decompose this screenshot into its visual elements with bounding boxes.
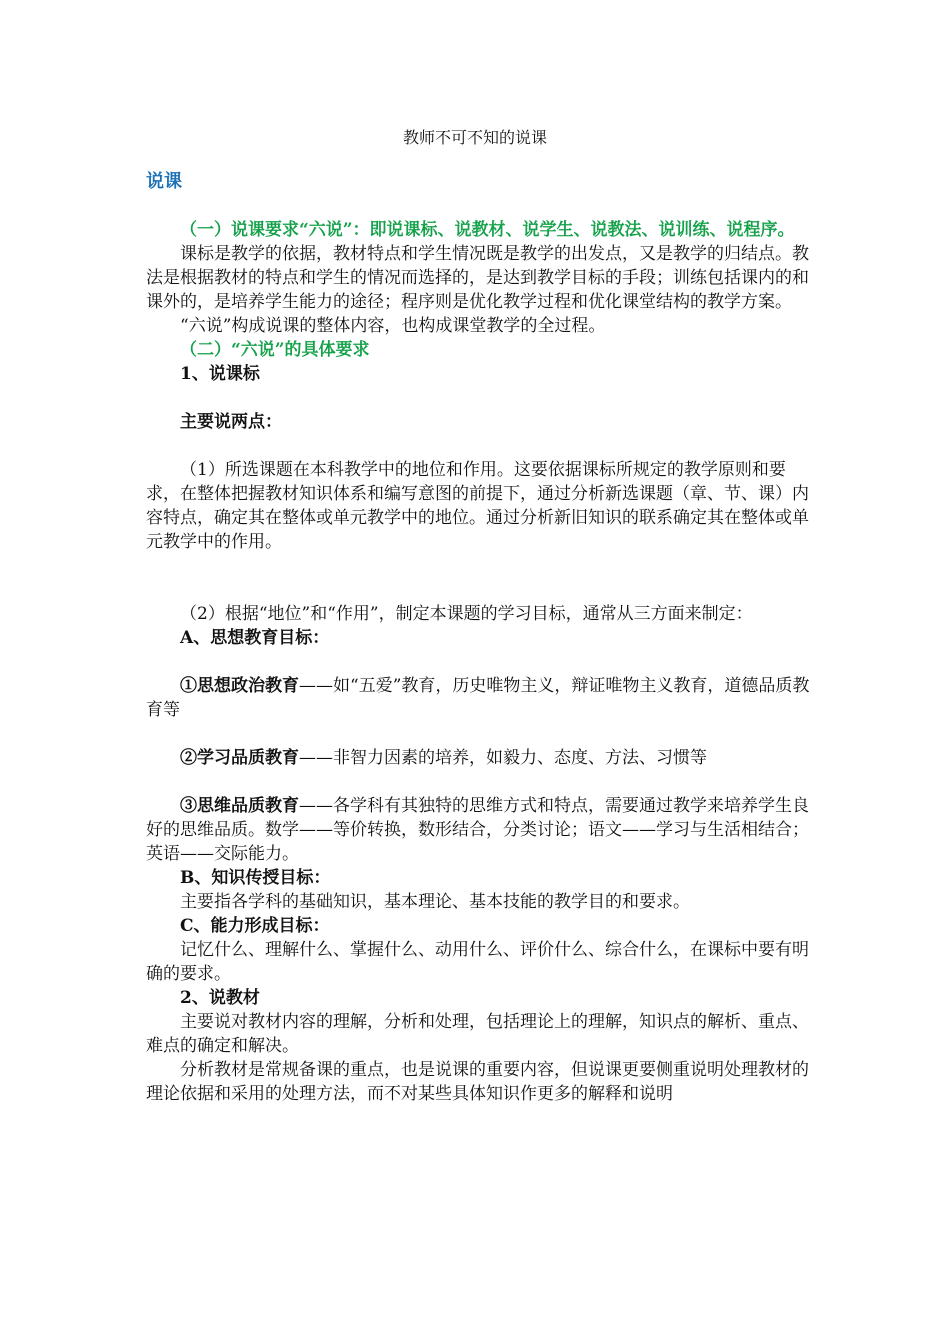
edu2-paragraph: [146, 746, 810, 770]
document-body: [146, 170, 810, 1106]
goal-a-heading: A、思想教育目标：: [180, 628, 330, 648]
goal-c-paragraph: 记忆什么、理解什么、掌握什么、动用什么、评价什么、综合什么，在课标中要有明确的要求。: [146, 940, 809, 984]
spacer: [146, 554, 810, 602]
spacer: [146, 650, 810, 674]
spacer: [146, 386, 810, 410]
point2-paragraph: （2）根据“地位”和“作用”，制定本课题的学习目标，通常从三方面来制定：: [180, 604, 753, 624]
document-title: 教师不可不知的说课: [402, 128, 547, 147]
goal-b-heading: B、知识传授目标：: [180, 868, 331, 888]
point1-paragraph: （1）所选课题在本科教学中的地位和作用。这要依据课标所规定的教学原则和要求，在整体把握教材知识体系和编写意图的前提下，通过分析新选课题（章、节、课）内容特点，确定其在整体或单元教学中的地位。通过分析新旧知识的联系确定其在整体或单元教学中的作用。: [146, 460, 809, 552]
edu3-label: ③思维品质教育: [180, 796, 299, 816]
item2-paragraph-1: 主要说对教材内容的理解，分析和处理，包括理论上的理解，知识点的解析、重点、难点的确定和解决。: [146, 1012, 809, 1056]
item1-heading: 1、说课标: [180, 364, 260, 384]
spacer: [146, 770, 810, 794]
requirements-heading: （一）说课要求“六说”：即说课标、说教材、说学生、说教法、说训练、说程序。: [180, 220, 795, 240]
item2-paragraph-2: 分析教材是常规备课的重点，也是说课的重要内容，但说课更要侧重说明处理教材的理论依据和采用的处理方法，而不对某些具体知识作更多的解释和说明: [146, 1060, 809, 1104]
edu3-text: ——各学科有其独特的思维方式和特点，需要通过教学来培养学生良好的思维品质。数学——等价转换，数形结合，分类讨论；语文——学习与生活相结合；英语——交际能力。: [146, 796, 809, 864]
two-points-heading: 主要说两点：: [180, 412, 282, 432]
goal-b-paragraph: 主要指各学科的基础知识，基本理论、基本技能的教学目的和要求。: [180, 892, 690, 912]
spacer: [146, 194, 810, 218]
edu3-paragraph: [146, 794, 810, 866]
edu1-label: ①思想政治教育: [180, 676, 299, 696]
goal-c-heading: C、能力形成目标：: [180, 916, 330, 936]
edu1-text: ——如“五爱”教育，历史唯物主义，辩证唯物主义教育，道德品质教育等: [146, 676, 810, 720]
paragraph-six-points-summary: “六说”构成说课的整体内容，也构成课堂教学的全过程。: [180, 316, 606, 336]
edu2-text: ——非智力因素的培养，如毅力、态度、方法、习惯等: [299, 748, 707, 768]
section-heading: 说课: [146, 171, 182, 192]
specific-requirements-heading: （二）“六说”的具体要求: [180, 340, 370, 360]
edu2-label: ②学习品质教育: [180, 748, 299, 768]
spacer: [146, 434, 810, 458]
paragraph-curriculum-basis: 课标是教学的依据，教材特点和学生情况既是教学的出发点，又是教学的归结点。教法是根据教材的特点和学生的情况而选择的，是达到教学目标的手段；训练包括课内的和课外的，是培养学生能力的途径；程序则是优化教学过程和优化课堂结构的教学方案。: [146, 244, 809, 312]
item2-heading: 2、说教材: [180, 988, 260, 1008]
edu1-paragraph: [146, 674, 810, 722]
spacer: [146, 722, 810, 746]
